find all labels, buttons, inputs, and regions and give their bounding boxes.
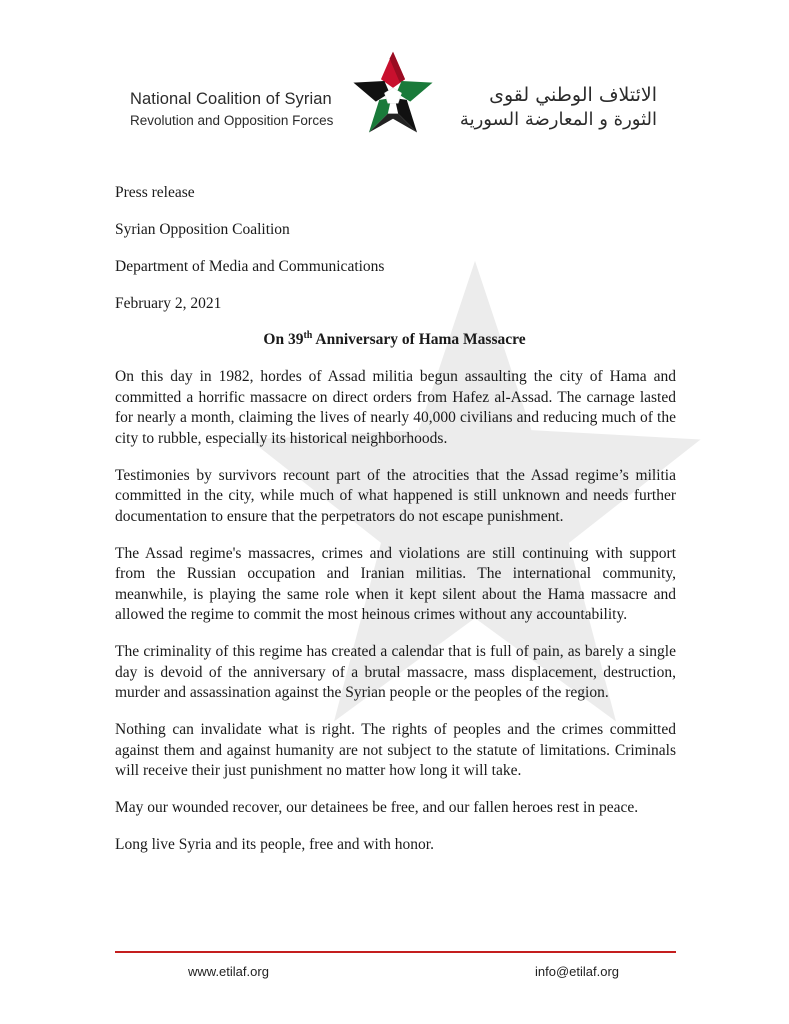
department: Department of Media and Communications [115,258,385,275]
release-date: February 2, 2021 [115,295,222,312]
footer-divider [115,951,676,953]
paragraph: The criminality of this regime has created a calendar that is full of pain, as barely a single day is devoid of the anniversary of a brutal massacre, mass displacement, destruction, murder and assassination against the Syrian people or the peoples of the region. [115,643,676,701]
title-prefix: On 39 [263,331,304,348]
paragraph: On this day in 1982, hordes of Assad militia begun assaulting the city of Hama and committed a horrific massacre on direct orders from Hafez al-Assad. The carnage lasted for nearly a month, claiming the lives of nearly 40,000 civilians and reducing much of the city to rubble, especially its historical neighborhoods. [115,368,676,447]
paragraph: Long live Syria and its people, free and with honor. [115,836,434,853]
paragraph: May our wounded recover, our detainees be free, and our fallen heroes rest in peace. [115,799,639,816]
paragraph: Nothing can invalidate what is right. The rights of peoples and the crimes committed against them and against humanity are not subject to the statute of limitations. Criminals will receive their just punishment no matter how long it will take. [115,721,676,779]
org-name-arabic-line1: الائتلاف الوطني لقوى [489,84,657,106]
org-name-arabic [460,82,657,132]
title-suffix: Anniversary of Hama Massacre [312,331,526,348]
org-name-english-line2: Revolution and Opposition Forces [130,113,334,128]
footer-website-link[interactable]: www.etilaf.org [188,964,269,979]
title-superscript: th [303,330,313,341]
footer-email-link[interactable]: info@etilaf.org [535,964,620,979]
coalition-star-logo-icon [350,47,436,139]
doc-type: Press release [115,184,195,201]
organization: Syrian Opposition Coalition [115,221,290,238]
org-name-english [130,88,333,131]
org-name-english-line1: National Coalition of Syrian [130,90,332,108]
paragraph: The Assad regime's massacres, crimes and violations are still continuing with support from the Russian occupation and Iranian militias. The international community, meanwhile, is playing the same role when it kept silent about the Hama massacre and allowed the regime to commit the most heinous crimes without any accountability. [115,544,676,623]
org-name-arabic-line2: الثورة و المعارضة السورية [459,109,657,130]
page-title [0,330,789,350]
paragraph: Testimonies by survivors recount part of the atrocities that the Assad regime’s militia committed in the city, while much of what happened is still unknown and needs further documentation to ensure that the perpetrators do not escape punishment. [115,466,676,525]
body-text [115,367,676,872]
